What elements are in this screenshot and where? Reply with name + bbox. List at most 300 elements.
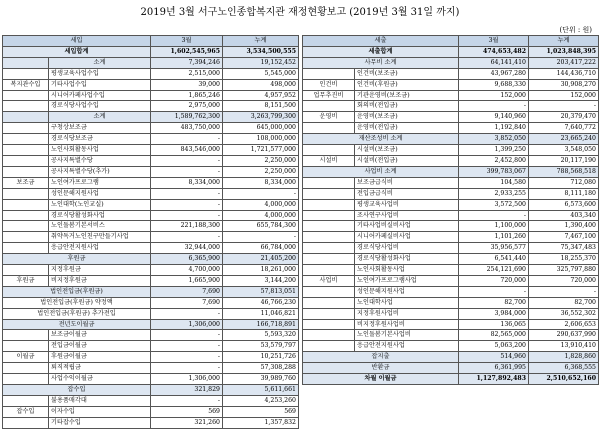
row-cumulative-value: 4,000,000 bbox=[223, 210, 299, 221]
row-item: 이자수입 bbox=[49, 406, 151, 417]
row-item: 시설비(전입금) bbox=[355, 155, 459, 166]
row-item: 기타사업비실비사업 bbox=[355, 221, 459, 232]
row-item: 노인돌봄기본사업비 bbox=[355, 330, 459, 341]
row-month-value: 6,361,995 bbox=[459, 363, 529, 374]
row-month-value: 5,063,200 bbox=[459, 341, 529, 352]
row-month-value: 3,852,050 bbox=[459, 134, 529, 145]
row-item: 퇴직적립금 bbox=[49, 363, 151, 374]
row-cumulative-value: 108,000,000 bbox=[223, 134, 299, 145]
row-cumulative-value: 152,000 bbox=[529, 90, 599, 101]
table-row bbox=[3, 341, 299, 352]
row-group bbox=[303, 254, 355, 265]
table-row bbox=[303, 297, 599, 308]
row-group bbox=[3, 112, 49, 123]
row-month-value: 1,665,900 bbox=[151, 275, 223, 286]
table-row bbox=[3, 210, 299, 221]
row-item: 노인사회활동사업 bbox=[355, 265, 459, 276]
row-month-value: 9,140,960 bbox=[459, 112, 529, 123]
row-month-value: 4,700,000 bbox=[151, 265, 223, 276]
table-row bbox=[303, 90, 599, 101]
row-month-value: 843,546,000 bbox=[151, 145, 223, 156]
row-group: 운영비 bbox=[303, 112, 355, 123]
row-cumulative-value: 10,251,726 bbox=[223, 352, 299, 363]
unit-label: (단위 : 원) bbox=[559, 26, 592, 34]
row-month-value: - bbox=[151, 166, 223, 177]
row-month-value: - bbox=[151, 341, 223, 352]
table-row bbox=[3, 101, 299, 112]
row-item: 보조금이월금 bbox=[49, 330, 151, 341]
row-cumulative-value: 325,797,880 bbox=[529, 265, 599, 276]
table-row bbox=[303, 155, 599, 166]
row-month-value: 569 bbox=[151, 406, 223, 417]
row-cumulative-value: 5,593,320 bbox=[223, 330, 299, 341]
row-group bbox=[303, 286, 355, 297]
row-cumulative-value: 66,784,000 bbox=[223, 243, 299, 254]
row-month-value: 321,829 bbox=[151, 385, 223, 396]
row-item: 소계 bbox=[49, 112, 151, 123]
row-cumulative-value: 203,417,222 bbox=[529, 57, 599, 68]
row-item: 운영비(보조금) bbox=[355, 112, 459, 123]
row-month-value: 1,865,246 bbox=[151, 90, 223, 101]
row-cumulative-value: 13,910,410 bbox=[529, 341, 599, 352]
row-month-value: 2,975,000 bbox=[151, 101, 223, 112]
header-category: 세출 bbox=[303, 36, 459, 47]
row-item: 소계 bbox=[49, 57, 151, 68]
table-row bbox=[3, 297, 299, 308]
row-group bbox=[3, 57, 49, 68]
row-group bbox=[3, 68, 49, 79]
row-cumulative-value: 5,611,661 bbox=[223, 385, 299, 396]
row-cumulative-value: 19,152,452 bbox=[223, 57, 299, 68]
table-row bbox=[303, 123, 599, 134]
table-row bbox=[303, 79, 599, 90]
row-month-value: 1,589,762,300 bbox=[151, 112, 223, 123]
row-cumulative-value: 7,467,100 bbox=[529, 232, 599, 243]
row-cumulative-value: 23,665,240 bbox=[529, 134, 599, 145]
row-cumulative-value: 75,347,483 bbox=[529, 243, 599, 254]
row-label: 사무비 소계 bbox=[303, 57, 459, 68]
row-group bbox=[303, 145, 355, 156]
row-month-value: 82,565,000 bbox=[459, 330, 529, 341]
row-item: 노인대학사업 bbox=[355, 297, 459, 308]
row-group bbox=[3, 341, 49, 352]
row-cumulative-value: 20,379,470 bbox=[529, 112, 599, 123]
row-item: 시니어카페실비사업 bbox=[355, 232, 459, 243]
row-cumulative-value: 46,766,230 bbox=[223, 297, 299, 308]
row-cumulative-value: - bbox=[529, 286, 599, 297]
row-label: 세입합계 bbox=[3, 46, 151, 57]
table-row bbox=[3, 177, 299, 188]
row-cumulative-value: 1,023,848,395 bbox=[529, 46, 599, 57]
row-label: 반환금 bbox=[303, 363, 459, 374]
row-group bbox=[3, 221, 49, 232]
row-group bbox=[3, 188, 49, 199]
row-group bbox=[303, 265, 355, 276]
table-row bbox=[303, 265, 599, 276]
row-group bbox=[303, 308, 355, 319]
row-item: 경로식당사업수입 bbox=[49, 101, 151, 112]
row-group bbox=[3, 265, 49, 276]
row-item: 회의비(전입금) bbox=[355, 101, 459, 112]
row-item: 경로식당활성화사업 bbox=[355, 254, 459, 265]
row-group bbox=[3, 330, 49, 341]
table-row bbox=[3, 155, 299, 166]
table-row bbox=[3, 166, 299, 177]
row-month-value: 7,690 bbox=[151, 297, 223, 308]
row-month-value: 3,984,000 bbox=[459, 308, 529, 319]
row-item: 공사지특별수당 bbox=[49, 155, 151, 166]
header-category: 세입 bbox=[3, 36, 151, 47]
table-row bbox=[3, 275, 299, 286]
table-row bbox=[3, 57, 299, 68]
row-month-value: - bbox=[151, 232, 223, 243]
table-row bbox=[3, 406, 299, 417]
row-item: 지정후원사업비 bbox=[355, 308, 459, 319]
row-group bbox=[3, 363, 49, 374]
row-month-value: 136,065 bbox=[459, 319, 529, 330]
row-label: 차월 이월금 bbox=[303, 374, 459, 385]
expense-table bbox=[302, 35, 599, 385]
row-cumulative-value: 655,784,300 bbox=[223, 221, 299, 232]
row-month-value: 7,690 bbox=[151, 286, 223, 297]
row-month-value: 483,750,000 bbox=[151, 123, 223, 134]
table-row bbox=[3, 145, 299, 156]
row-month-value: 32,944,000 bbox=[151, 243, 223, 254]
table-row bbox=[3, 308, 299, 319]
row-cumulative-value: 1,390,400 bbox=[529, 221, 599, 232]
row-month-value: 64,141,410 bbox=[459, 57, 529, 68]
row-group: 후원금 bbox=[3, 275, 49, 286]
page-title: 2019년 3월 서구노인종합복지관 재정현황보고 (2019년 3월 31일 까지) bbox=[140, 7, 460, 18]
header-cumulative: 누계 bbox=[529, 36, 599, 47]
row-month-value: 2,933,255 bbox=[459, 188, 529, 199]
row-cumulative-value: - bbox=[223, 188, 299, 199]
table-row bbox=[3, 68, 299, 79]
table-row bbox=[303, 363, 599, 374]
row-month-value: - bbox=[151, 395, 223, 406]
row-month-value: 6,541,440 bbox=[459, 254, 529, 265]
row-cumulative-value: 403,340 bbox=[529, 210, 599, 221]
row-cumulative-value: 645,000,000 bbox=[223, 123, 299, 134]
table-row bbox=[3, 286, 299, 297]
row-group bbox=[303, 199, 355, 210]
row-cumulative-value: 39,989,760 bbox=[223, 374, 299, 385]
row-item: 성인문해지원사업 bbox=[49, 188, 151, 199]
row-item: 취약독거노인친구만들기사업 bbox=[49, 232, 151, 243]
table-row bbox=[303, 286, 599, 297]
row-month-value: 1,399,250 bbox=[459, 145, 529, 156]
row-month-value: 9,688,330 bbox=[459, 79, 529, 90]
row-month-value: 1,127,892,483 bbox=[459, 374, 529, 385]
row-month-value: 2,515,000 bbox=[151, 68, 223, 79]
row-cumulative-value: 498,000 bbox=[223, 79, 299, 90]
row-month-value: 35,956,577 bbox=[459, 243, 529, 254]
table-row bbox=[3, 352, 299, 363]
row-cumulative-value: 36,552,302 bbox=[529, 308, 599, 319]
row-cumulative-value: 569 bbox=[223, 406, 299, 417]
row-month-value: - bbox=[459, 101, 529, 112]
row-group bbox=[303, 123, 355, 134]
table-row bbox=[3, 90, 299, 101]
row-month-value: 399,783,067 bbox=[459, 166, 529, 177]
row-group bbox=[3, 374, 49, 385]
row-cumulative-value: 6,368,555 bbox=[529, 363, 599, 374]
row-label: 재산조성비 소계 bbox=[303, 134, 459, 145]
row-item: 성인문해지원사업 bbox=[355, 286, 459, 297]
row-cumulative-value: 82,700 bbox=[529, 297, 599, 308]
row-month-value: - bbox=[459, 210, 529, 221]
row-group bbox=[303, 243, 355, 254]
row-item: 비지정후원사업비 bbox=[355, 319, 459, 330]
table-row bbox=[3, 123, 299, 134]
table-row bbox=[303, 341, 599, 352]
table-row bbox=[3, 363, 299, 374]
row-item: 경로식당사업비 bbox=[355, 243, 459, 254]
row-item: 구청상보조금 bbox=[49, 123, 151, 134]
row-group bbox=[3, 90, 49, 101]
table-row bbox=[303, 188, 599, 199]
row-item: 인건비(보조금) bbox=[355, 68, 459, 79]
row-cumulative-value: 720,000 bbox=[529, 275, 599, 286]
row-month-value: 1,306,000 bbox=[151, 374, 223, 385]
table-row bbox=[3, 374, 299, 385]
row-cumulative-value: 4,000,000 bbox=[223, 199, 299, 210]
table-row bbox=[303, 101, 599, 112]
row-group bbox=[3, 243, 49, 254]
row-item: 불용품매각대 bbox=[49, 395, 151, 406]
table-row bbox=[3, 417, 299, 428]
row-item: 경로식당보조금 bbox=[49, 134, 151, 145]
row-label: 법인전입금(후원금) 약정액 bbox=[3, 297, 151, 308]
row-group bbox=[3, 166, 49, 177]
row-group: 이월금 bbox=[3, 352, 49, 363]
row-group bbox=[303, 319, 355, 330]
row-item: 전입금이월금 bbox=[49, 341, 151, 352]
row-group bbox=[3, 134, 49, 145]
row-month-value: 104,580 bbox=[459, 177, 529, 188]
table-row bbox=[3, 319, 299, 330]
row-label: 법인전입금(후원금) bbox=[3, 286, 151, 297]
table-row bbox=[3, 134, 299, 145]
header-month: 3월 bbox=[151, 36, 223, 47]
row-item: 평생교육사업비 bbox=[355, 199, 459, 210]
row-item: 경로식당활성화사업 bbox=[49, 210, 151, 221]
table-row bbox=[3, 221, 299, 232]
row-month-value: 720,000 bbox=[459, 275, 529, 286]
row-cumulative-value: 4,957,952 bbox=[223, 90, 299, 101]
row-month-value: - bbox=[459, 286, 529, 297]
table-row bbox=[3, 395, 299, 406]
row-cumulative-value: 2,250,000 bbox=[223, 155, 299, 166]
row-item: 시설비(보조금) bbox=[355, 145, 459, 156]
row-month-value: - bbox=[151, 199, 223, 210]
row-item: 전입금급식비 bbox=[355, 188, 459, 199]
row-group bbox=[3, 417, 49, 428]
row-cumulative-value: 57,813,051 bbox=[223, 286, 299, 297]
row-cumulative-value: 3,534,500,555 bbox=[223, 46, 299, 57]
row-group bbox=[303, 210, 355, 221]
row-month-value: 7,394,246 bbox=[151, 57, 223, 68]
row-label: 잡수입 bbox=[3, 385, 151, 396]
table-row bbox=[3, 46, 299, 57]
row-month-value: 82,700 bbox=[459, 297, 529, 308]
row-cumulative-value: 6,573,600 bbox=[529, 199, 599, 210]
row-cumulative-value: 8,111,180 bbox=[529, 188, 599, 199]
table-row bbox=[3, 232, 299, 243]
table-row bbox=[303, 177, 599, 188]
row-group bbox=[3, 199, 49, 210]
table-row bbox=[3, 243, 299, 254]
row-month-value: 1,100,000 bbox=[459, 221, 529, 232]
row-item: 후원금이월금 bbox=[49, 352, 151, 363]
row-cumulative-value: - bbox=[529, 101, 599, 112]
table-row bbox=[303, 68, 599, 79]
row-month-value: 254,121,690 bbox=[459, 265, 529, 276]
row-group bbox=[303, 232, 355, 243]
row-cumulative-value: 166,718,891 bbox=[223, 319, 299, 330]
row-cumulative-value: 144,436,710 bbox=[529, 68, 599, 79]
row-cumulative-value: 11,046,821 bbox=[223, 308, 299, 319]
row-cumulative-value: 788,568,518 bbox=[529, 166, 599, 177]
row-group bbox=[303, 177, 355, 188]
row-cumulative-value: 1,357,832 bbox=[223, 417, 299, 428]
row-group bbox=[3, 155, 49, 166]
row-cumulative-value: 7,640,772 bbox=[529, 123, 599, 134]
row-item: 시니어카페사업수입 bbox=[49, 90, 151, 101]
row-item: 공사지특별수당(추가) bbox=[49, 166, 151, 177]
row-cumulative-value: 3,263,799,300 bbox=[223, 112, 299, 123]
row-item: 운영비(전입금) bbox=[355, 123, 459, 134]
row-item: 노인여가프로그램 bbox=[49, 177, 151, 188]
table-row bbox=[3, 265, 299, 276]
table-row bbox=[303, 254, 599, 265]
row-group: 업무추진비 bbox=[303, 90, 355, 101]
row-group bbox=[3, 123, 49, 134]
row-label: 세출합계 bbox=[303, 46, 459, 57]
row-month-value: 1,101,260 bbox=[459, 232, 529, 243]
row-cumulative-value: 8,334,000 bbox=[223, 177, 299, 188]
row-group: 복지관수입 bbox=[3, 79, 49, 90]
table-row bbox=[3, 385, 299, 396]
table-row bbox=[303, 166, 599, 177]
row-item: 기타잡수입 bbox=[49, 417, 151, 428]
table-row bbox=[303, 275, 599, 286]
row-month-value: 43,967,280 bbox=[459, 68, 529, 79]
row-item: 노인여가프로그램사업 bbox=[355, 275, 459, 286]
row-item: 노인돌봄기본서비스 bbox=[49, 221, 151, 232]
row-month-value: - bbox=[151, 330, 223, 341]
row-item: 평생교육사업수입 bbox=[49, 68, 151, 79]
row-group: 시설비 bbox=[303, 155, 355, 166]
row-month-value: - bbox=[151, 134, 223, 145]
row-group bbox=[3, 101, 49, 112]
row-cumulative-value: - bbox=[223, 232, 299, 243]
row-month-value: - bbox=[151, 155, 223, 166]
row-item: 인건비(후원금) bbox=[355, 79, 459, 90]
row-item: 지정후원금 bbox=[49, 265, 151, 276]
row-month-value: 152,000 bbox=[459, 90, 529, 101]
row-group: 사업비 bbox=[303, 275, 355, 286]
row-label: 법인전입금(후원금) 추가전입 bbox=[3, 308, 151, 319]
row-group bbox=[303, 341, 355, 352]
header-row bbox=[303, 36, 599, 47]
row-item: 보조금급식비 bbox=[355, 177, 459, 188]
row-group bbox=[303, 188, 355, 199]
row-cumulative-value: 53,579,797 bbox=[223, 341, 299, 352]
row-month-value: 2,452,800 bbox=[459, 155, 529, 166]
row-cumulative-value: 5,545,000 bbox=[223, 68, 299, 79]
row-cumulative-value: 2,510,652,160 bbox=[529, 374, 599, 385]
row-item: 응급안전지원사업 bbox=[355, 341, 459, 352]
table-row bbox=[303, 145, 599, 156]
row-cumulative-value: 2,250,000 bbox=[223, 166, 299, 177]
row-cumulative-value: 18,255,370 bbox=[529, 254, 599, 265]
row-cumulative-value: 3,548,050 bbox=[529, 145, 599, 156]
header-cumulative: 누계 bbox=[223, 36, 299, 47]
table-row bbox=[303, 330, 599, 341]
row-cumulative-value: 30,908,270 bbox=[529, 79, 599, 90]
row-group bbox=[3, 395, 49, 406]
table-row bbox=[3, 188, 299, 199]
table-row bbox=[3, 330, 299, 341]
row-month-value: 321,260 bbox=[151, 417, 223, 428]
row-month-value: 1,602,545,965 bbox=[151, 46, 223, 57]
row-month-value: - bbox=[151, 363, 223, 374]
table-row bbox=[3, 112, 299, 123]
row-group: 잡수입 bbox=[3, 406, 49, 417]
income-table bbox=[2, 35, 299, 429]
row-item: 사업수익이월금 bbox=[49, 374, 151, 385]
table-row bbox=[303, 112, 599, 123]
table-row bbox=[303, 57, 599, 68]
row-month-value: 3,572,500 bbox=[459, 199, 529, 210]
table-row bbox=[303, 221, 599, 232]
row-cumulative-value: 3,144,200 bbox=[223, 275, 299, 286]
table-row bbox=[303, 199, 599, 210]
row-cumulative-value: 21,405,200 bbox=[223, 254, 299, 265]
table-row bbox=[303, 46, 599, 57]
table-row bbox=[3, 79, 299, 90]
table-row bbox=[303, 374, 599, 385]
table-row bbox=[303, 134, 599, 145]
row-label: 사업비 소계 bbox=[303, 166, 459, 177]
table-row bbox=[303, 232, 599, 243]
row-group bbox=[3, 232, 49, 243]
row-cumulative-value: 4,253,260 bbox=[223, 395, 299, 406]
row-month-value: 39,000 bbox=[151, 79, 223, 90]
row-label: 잡지출 bbox=[303, 352, 459, 363]
row-group: 인건비 bbox=[303, 79, 355, 90]
row-month-value: 8,334,000 bbox=[151, 177, 223, 188]
row-month-value: - bbox=[151, 352, 223, 363]
row-group bbox=[303, 68, 355, 79]
row-item: 응급안전지원사업 bbox=[49, 243, 151, 254]
row-cumulative-value: 712,080 bbox=[529, 177, 599, 188]
row-month-value: 514,960 bbox=[459, 352, 529, 363]
row-month-value: 1,306,000 bbox=[151, 319, 223, 330]
row-cumulative-value: 20,117,190 bbox=[529, 155, 599, 166]
table-row bbox=[303, 210, 599, 221]
row-cumulative-value: 2,606,653 bbox=[529, 319, 599, 330]
row-group bbox=[303, 221, 355, 232]
row-cumulative-value: 8,151,500 bbox=[223, 101, 299, 112]
row-month-value: 221,188,300 bbox=[151, 221, 223, 232]
row-group bbox=[303, 101, 355, 112]
row-group bbox=[3, 210, 49, 221]
row-month-value: 6,365,900 bbox=[151, 254, 223, 265]
header-month: 3월 bbox=[459, 36, 529, 47]
table-row bbox=[303, 308, 599, 319]
